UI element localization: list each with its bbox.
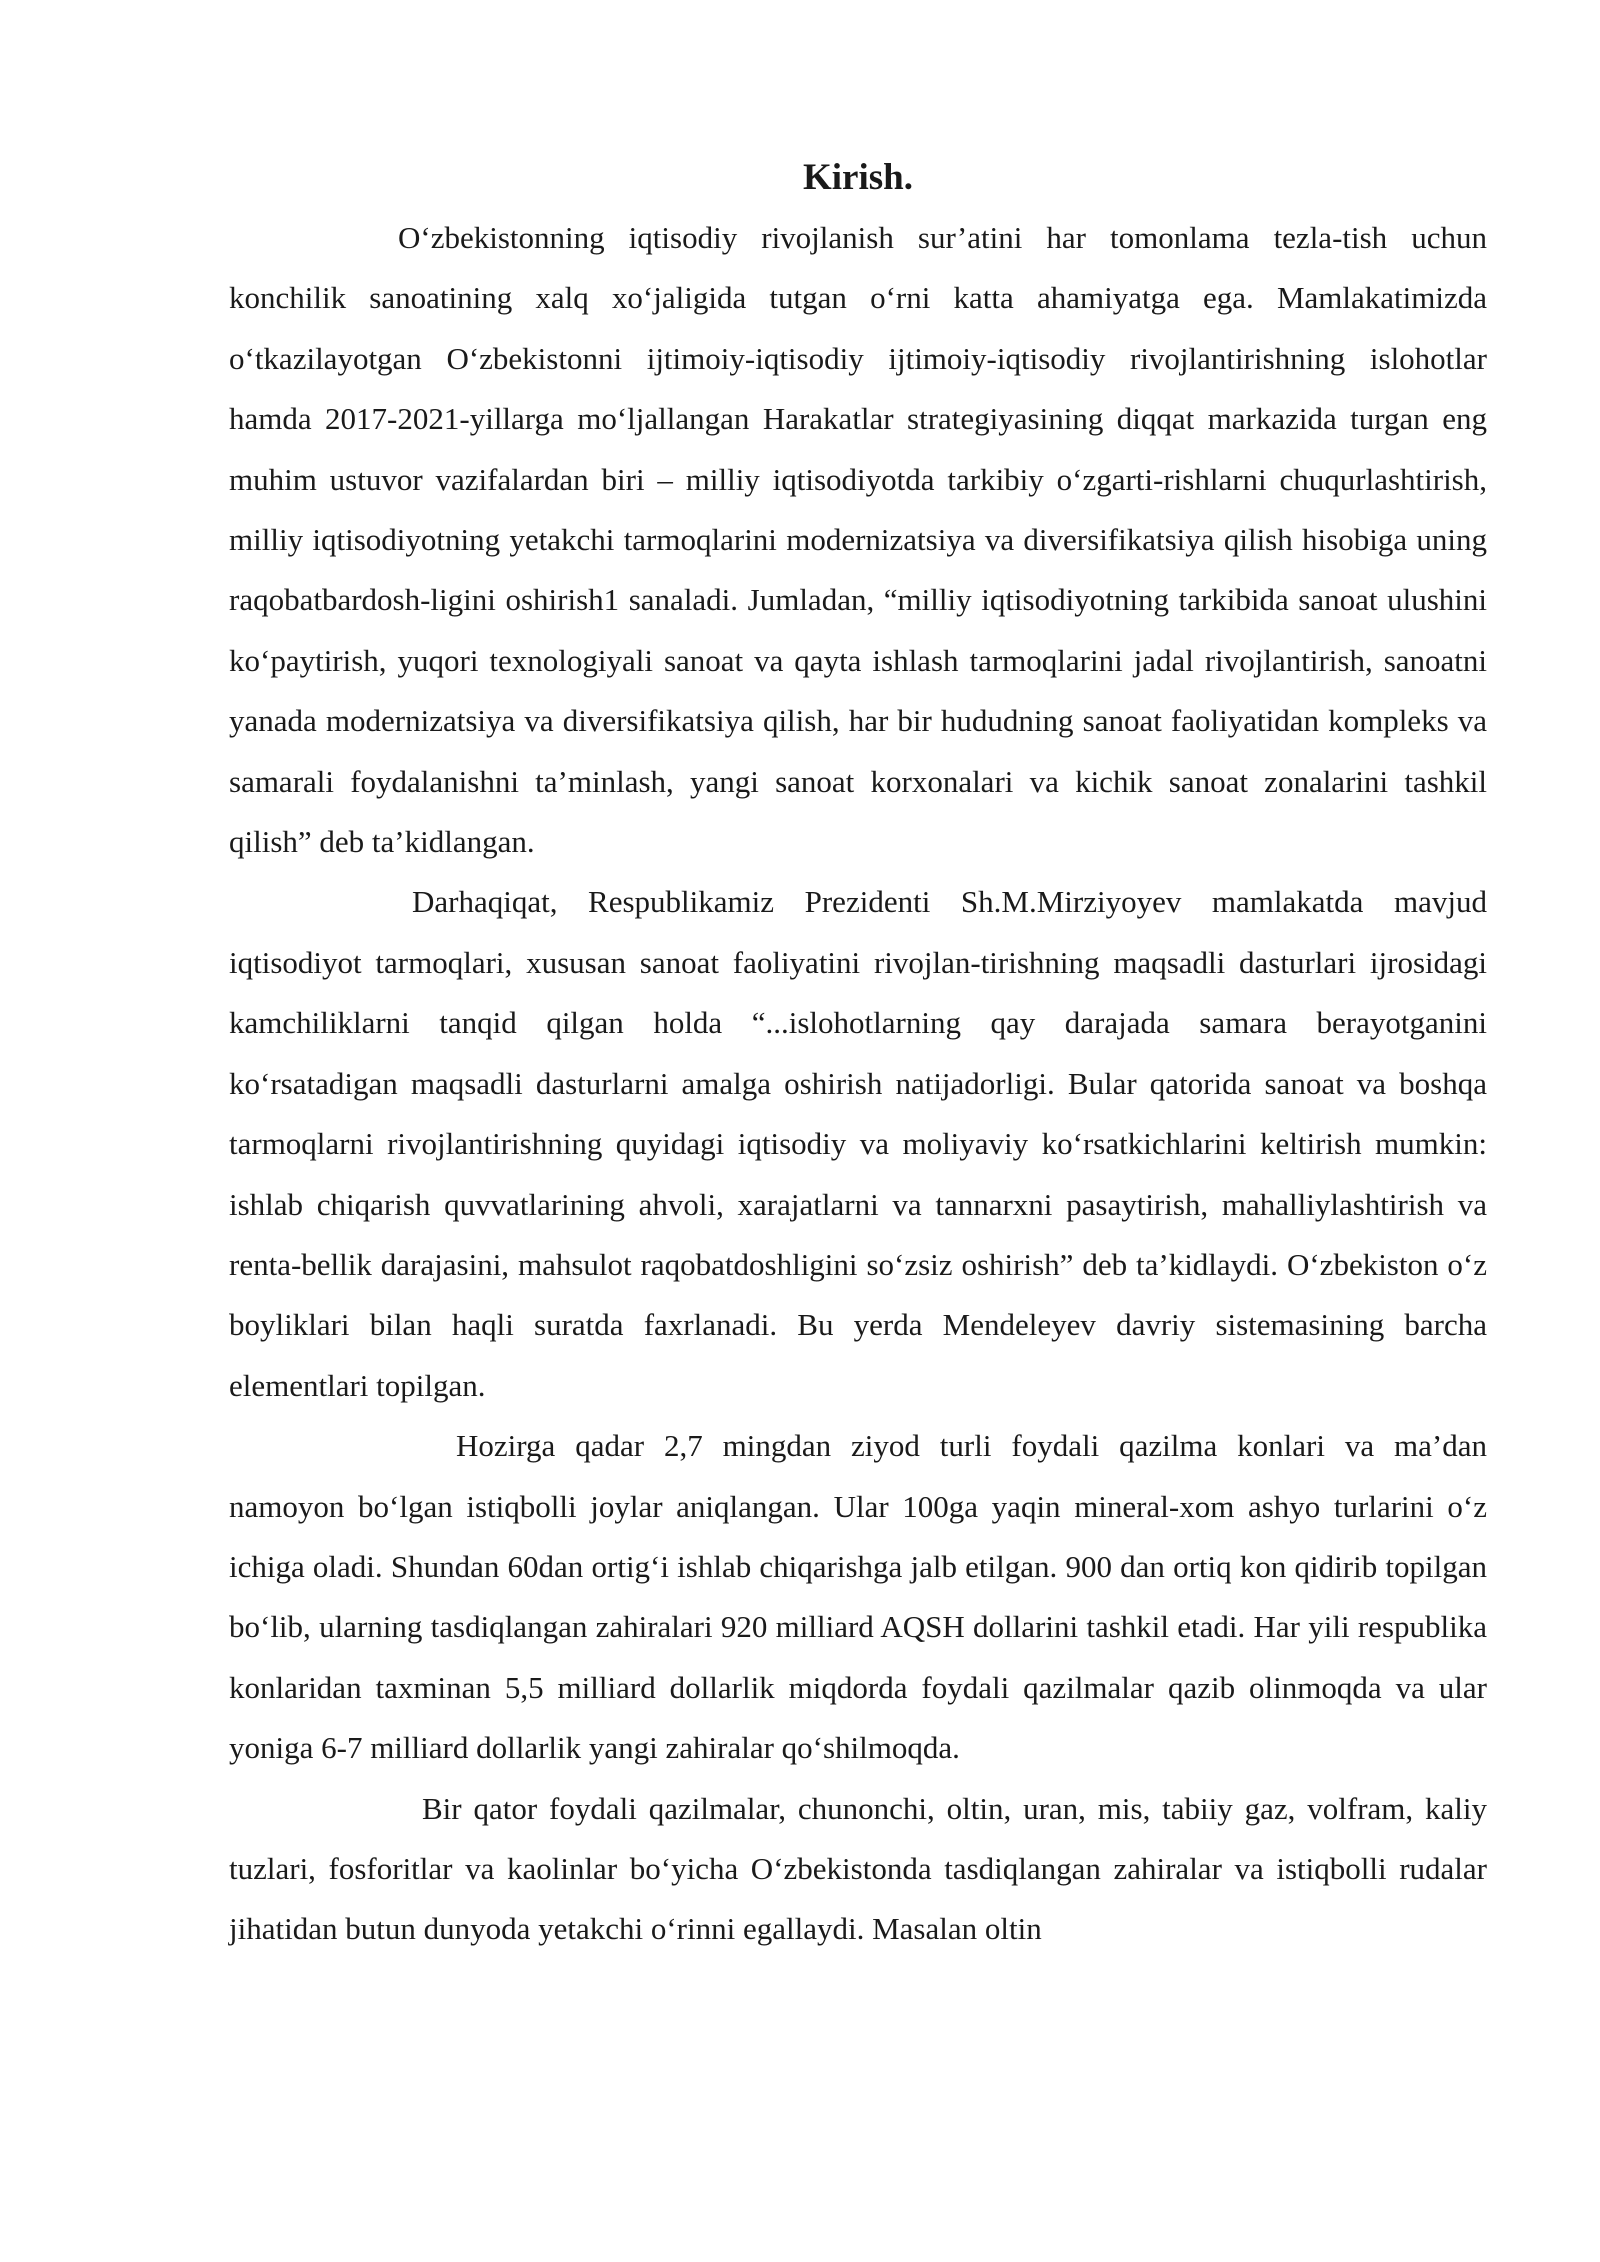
paragraph-president-quote: Darhaqiqat, Respublikamiz Prezidenti Sh.M.Mirziyoyev mamlakatda mavjud iqtisodiyot tarmoqlari, xususan sanoat faoliyatini rivojlan-tirishning maqsadli dasturlari ijrosidagi kamchiliklarni tanqid qilgan holda “...islohotlarning qay darajada samara berayotganini ko‘rsatadigan maqsadli dasturlarni amalga oshirish natijadorligi. Bular qatorida sanoat va boshqa tarmoqlarni rivojlantirishning quyidagi iqtisodiy va moliyaviy ko‘rsatkichlarini keltirish mumkin: ishlab chiqarish quvvatlarining ahvoli, xarajatlarni va tannarxni pasaytirish, mahalliylashtirish va renta-bellik darajasini, mahsulot raqobatdoshligini so‘zsiz oshirish” deb ta’kidlaydi. O‘zbekiston o‘z boyliklari bilan haqli suratda faxrlanadi. Bu yerda Mendeleyev davriy sistemasining barcha elementlari topilgan. (229, 884, 1487, 1403)
paragraph-minerals: Bir qator foydali qazilmalar, chunonchi, oltin, uran, mis, tabiiy gaz, volfram, kaliy tuzlari, fosforitlar va kaolinlar bo‘yicha O‘zbekistonda tasdiqlangan zahiralar va istiqbolli rudalar jihatidan butun dunyoda yetakchi o‘rinni egallaydi. Masalan oltin (229, 1790, 1487, 1947)
document-title: Kirish. (803, 157, 913, 198)
paragraph-intro: O‘zbekistonning iqtisodiy rivojlanish sur’atini har tomonlama tezla-tish uchun konchilik sanoatining xalq xo‘jaligida tutgan o‘rni katta ahamiyatga ega. Mamlakatimizda o‘tkazilayotgan O‘zbekistonni ijtimoiy-iqtisodiy ijtimoiy-iqtisodiy rivojlantirishning islohotlar hamda 2017-2021-yillarga mo‘ljallangan Harakatlar strategiyasining diqqat markazida turgan eng muhim ustuvor vazifalardan biri – milliy iqtisodiyotda tarkibiy o‘zgarti-rishlarni chuqurlashtirish, milliy iqtisodiyotning yetakchi tarmoqlarini modernizatsiya va diversifikatsiya qilish hisobiga uning raqobatbardosh-ligini oshirish1 sanaladi. Jumladan, “milliy iqtisodiyotning tarkibida sanoat ulushini ko‘paytirish, yuqori texnologiyali sanoat va qayta ishlash tarmoqlarini jadal rivojlantirish, sanoatni yanada modernizatsiya va diversifikatsiya qilish, har bir hududning sanoat faoliyatidan kompleks va samarali foydalanishni ta’minlash, yangi sanoat korxonalari va kichik sanoat zonalarini tashkil qilish” deb ta’kidlangan. (229, 220, 1487, 860)
document-body (229, 150, 1487, 1960)
paragraph-deposits: Hozirga qadar 2,7 mingdan ziyod turli foydali qazilma konlari va ma’dan namoyon bo‘lgan istiqbolli joylar aniqlangan. Ular 100ga yaqin mineral-xom ashyo turlarini o‘z ichiga oladi. Shundan 60dan ortig‘i ishlab chiqarishga jalb etilgan. 900 dan ortiq kon qidirib topilgan bo‘lib, ularning tasdiqlangan zahiralari 920 milliard AQSH dollarini tashkil etadi. Har yili respublika konlaridan taxminan 5,5 milliard dollarlik miqdorda foydali qazilmalar qazib olinmoqda va ular yoniga 6-7 milliard dollarlik yangi zahiralar qo‘shilmoqda. (229, 1428, 1487, 1766)
